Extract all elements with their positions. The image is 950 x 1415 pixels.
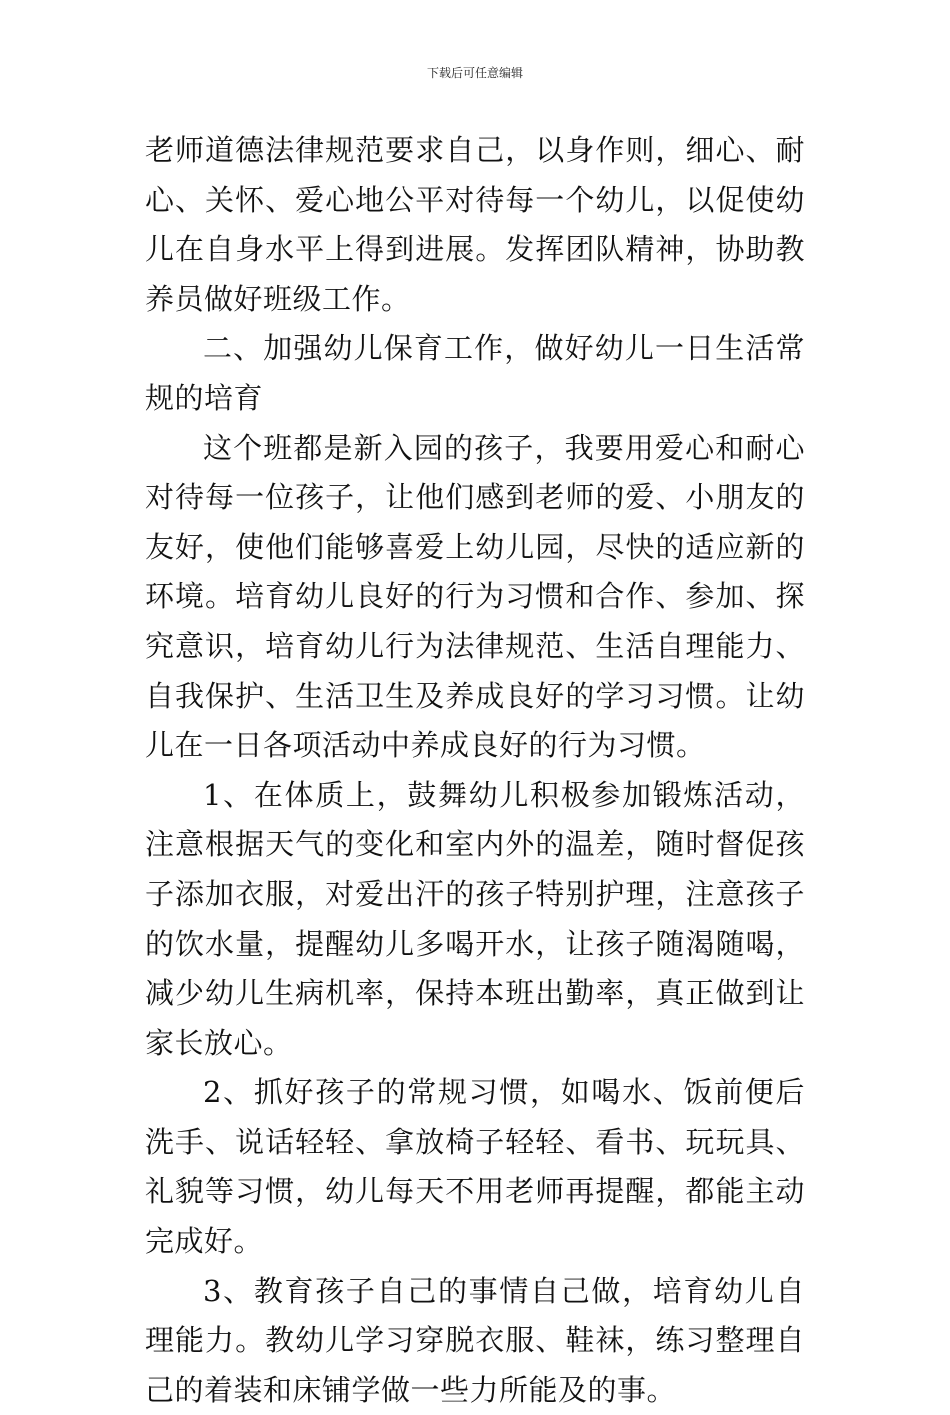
paragraph-item-1-physique: 1、在体质上，鼓舞幼儿积极参加锻炼活动，注意根据天气的变化和室内外的温差，随时督促孩子添加衣服，对爱出汗的孩子特别护理，注意孩子的饮水量，提醒幼儿多喝开水，让孩子随渴随喝，减少幼儿生病机率，保持本班出勤率，真正做到让家长放心。 — [145, 777, 805, 1060]
paragraph-item-2-habits: 2、抓好孩子的常规习惯，如喝水、饭前便后洗手、说话轻轻、拿放椅子轻轻、看书、玩玩具、礼貌等习惯，幼儿每天不用老师再提醒，都能主动完成好。 — [145, 1075, 805, 1259]
document-body — [145, 126, 805, 1415]
page-header: 下载后可任意编辑 — [426, 66, 523, 80]
paragraph-new-class: 这个班都是新入园的孩子，我要用爱心和耐心对待每一位孩子，让他们感到老师的爱、小朋友的友好，使他们能够喜爱上幼儿园，尽快的适应新的环境。培育幼儿良好的行为习惯和合作、参加、探究意识，培育幼儿行为法律规范、生活自理能力、自我保护、生活卫生及养成良好的学习习惯。让幼儿在一日各项活动中养成良好的行为习惯。 — [145, 430, 805, 763]
paragraph-item-3-self-care: 3、教育孩子自己的事情自己做，培育幼儿自理能力。教幼儿学习穿脱衣服、鞋袜，练习整理自己的着装和床铺学做一些力所能及的事。 — [145, 1273, 805, 1407]
paragraph-teacher-ethics: 老师道德法律规范要求自己，以身作则，细心、耐心、关怀、爱心地公平对待每一个幼儿，以促使幼儿在自身水平上得到进展。发挥团队精神，协助教养员做好班级工作。 — [145, 133, 805, 316]
section-heading-childcare: 二、加强幼儿保育工作，做好幼儿一日生活常规的培育 — [145, 331, 805, 415]
